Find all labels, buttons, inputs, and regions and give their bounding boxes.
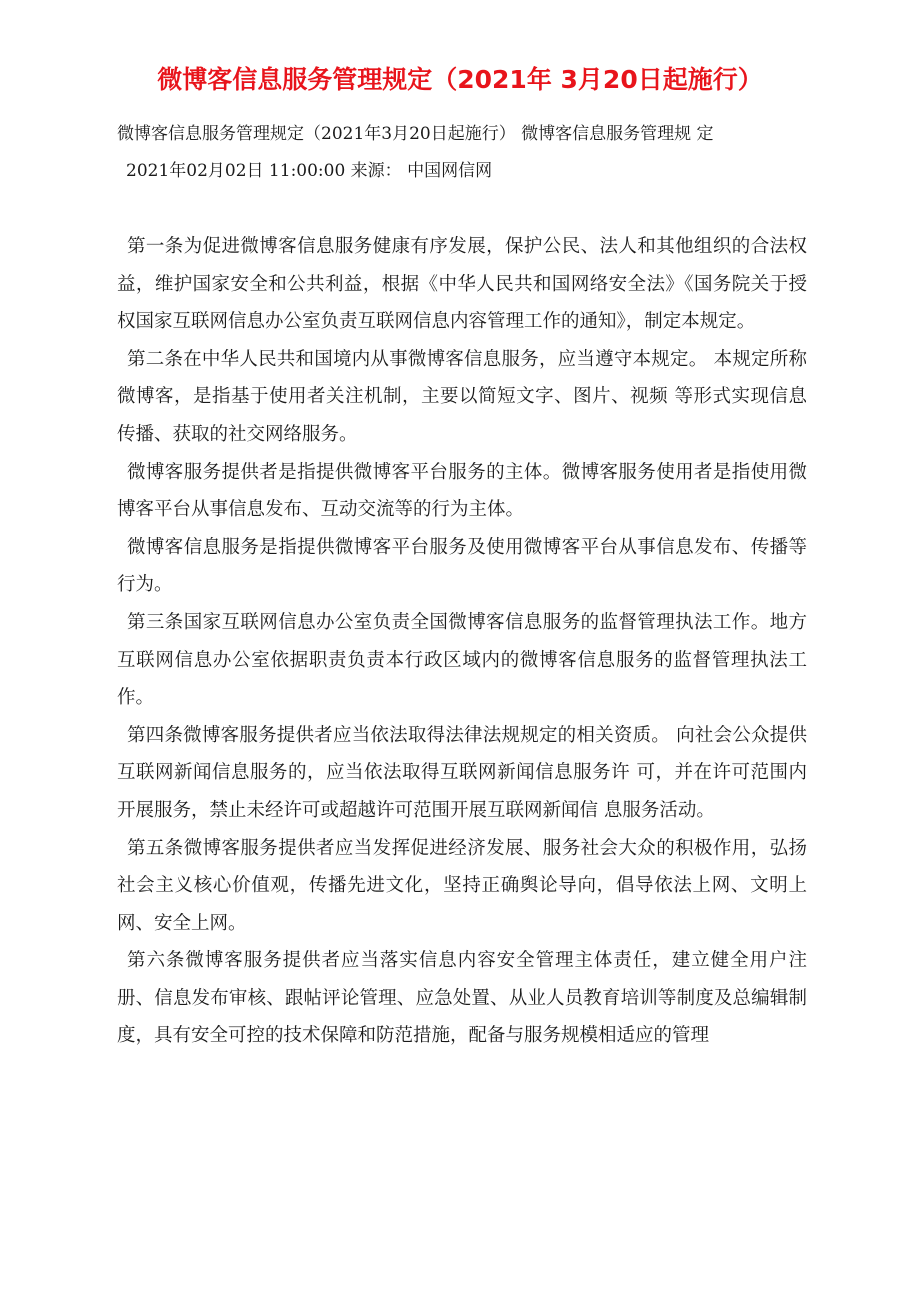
article-3-paragraph: 第三条国家互联网信息办公室负责全国微博客信息服务的监督管理执法工作。地方互联网信息办公室依据职责负责本行政区域内的微博客信息服务的监督管理执法工作。: [117, 611, 807, 709]
article-4-paragraph: 第四条微博客服务提供者应当依法取得法律法规规定的相关资质。 向社会公众提供互联网新闻信息服务的，应当依法取得互联网新闻信息服务许 可，并在许可范围内开展服务，禁止未经许可或超越许可范围开展互联网新闻信 息服务活动。: [117, 724, 807, 821]
service-definition-paragraph: 微博客信息服务是指提供微博客平台服务及使用微博客平台从事信息发布、传播等行为。: [117, 536, 807, 596]
provider-definition-paragraph: 微博客服务提供者是指提供微博客平台服务的主体。微博客服务使用者是指使用微博客平台从事信息发布、互动交流等的行为主体。: [117, 461, 807, 521]
article-6-paragraph: 第六条微博客服务提供者应当落实信息内容安全管理主体责任，建立健全用户注册、信息发布审核、跟帖评论管理、应急处置、从业人员教育培训等制度及总编辑制度，具有安全可控的技术保障和防范措施，配备与服务规模相适应的管理: [117, 950, 807, 1047]
article-2-paragraph: 第二条在中华人民共和国境内从事微博客信息服务，应当遵守本规定。 本规定所称微博客，是指基于使用者关注机制，主要以简短文字、图片、视频 等形式实现信息传播、获取的社交网络服务。: [117, 348, 807, 445]
document-subtitle: 微博客信息服务管理规定（2021年3月20日起施行） 微博客信息服务管理规 定: [117, 124, 714, 144]
document-title: 微博客信息服务管理规定（2021年 3月20日起施行）: [157, 65, 763, 94]
article-1-paragraph: 第一条为促进微博客信息服务健康有序发展，保护公民、法人和其他组织的合法权益，维护国家安全和公共利益，根据《中华人民共和国网络安全法》《国务院关于授权国家互联网信息办公室负责互联网信息内容管理工作的通知》，制定本规定。: [117, 236, 807, 333]
publish-info: 2021年02月02日 11:00:00 来源： 中国网信网: [126, 161, 493, 181]
document-body: [117, 228, 807, 1055]
article-5-paragraph: 第五条微博客服务提供者应当发挥促进经济发展、服务社会大众的积极作用，弘扬社会主义核心价值观，传播先进文化，坚持正确舆论导向，倡导依法上网、文明上网、安全上网。: [117, 837, 807, 934]
